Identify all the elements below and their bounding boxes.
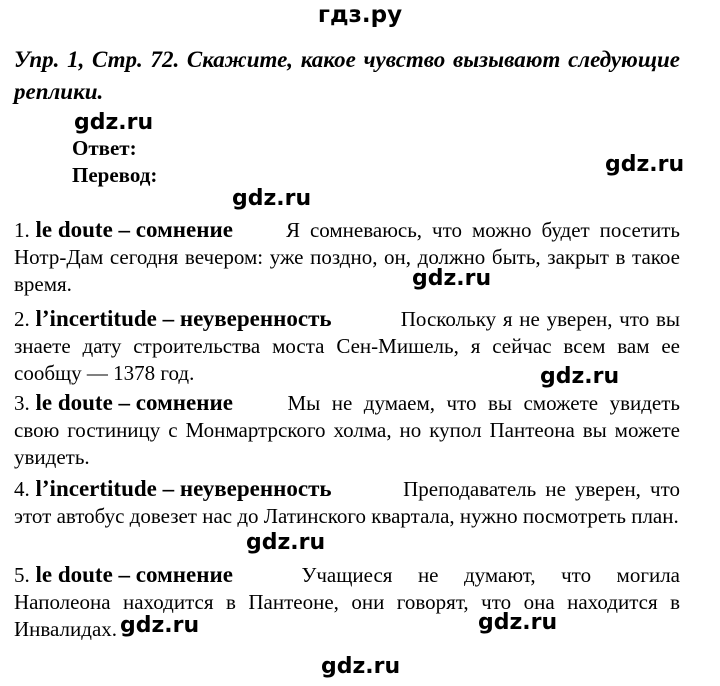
list-item xyxy=(14,475,680,530)
item-number: 2. xyxy=(14,307,30,331)
item-heading: l’incertitude – неуверенность xyxy=(35,476,332,501)
exercise-title: Упр. 1, Стр. 72. Скажите, какое чувство вызывают следующие реплики. xyxy=(14,47,680,104)
watermark: gdz.ru xyxy=(321,654,401,679)
watermark: gdz.ru xyxy=(605,152,685,177)
item-heading: le doute – сомнение xyxy=(35,217,233,242)
item-number: 1. xyxy=(14,218,30,242)
list-item xyxy=(14,389,680,471)
watermark: gdz.ru xyxy=(478,610,558,635)
answer-label: Ответ: xyxy=(72,136,137,160)
list-item xyxy=(14,216,680,298)
watermark: gdz.ru xyxy=(74,110,154,135)
item-text: Мы не думаем, что вы сможете увидеть свою гостиницу с Монмартрского холма, но купол Пантеона вы можете увидеть. xyxy=(14,391,680,469)
item-text: Учащиеся не думают, что могила Наполеона находится в Пантеоне, они говорят, что она находится в Инвалидах. xyxy=(14,563,680,641)
translation-label: Перевод: xyxy=(72,163,158,187)
watermark: gdz.ru xyxy=(540,364,620,389)
item-number: 5. xyxy=(14,563,30,587)
item-text: Поскольку я не уверен, что вы знаете дату строительства моста Сен-Мишель, я сейчас всем вам ее сообщу — 1378 год. xyxy=(14,307,680,385)
watermark: gdz.ru xyxy=(246,530,326,555)
watermark: gdz.ru xyxy=(120,613,200,638)
item-heading: le doute – сомнение xyxy=(35,390,233,415)
item-number: 3. xyxy=(14,391,30,415)
list-item xyxy=(14,561,680,643)
site-header: гдз.ру xyxy=(317,2,403,28)
watermark: gdz.ru xyxy=(232,186,312,211)
item-text: Я сомневаюсь, что можно будет посетить Нотр-Дам сегодня вечером: уже поздно, он, должно быть, закрыт в такое время. xyxy=(14,218,681,296)
item-number: 4. xyxy=(14,477,30,501)
item-heading: le doute – сомнение xyxy=(35,562,233,587)
item-heading: l’incertitude – неуверенность xyxy=(35,306,332,331)
item-text: Преподаватель не уверен, что этот автобус довезет нас до Латинского квартала, нужно посмотреть план. xyxy=(14,477,681,528)
watermark: gdz.ru xyxy=(412,266,492,291)
